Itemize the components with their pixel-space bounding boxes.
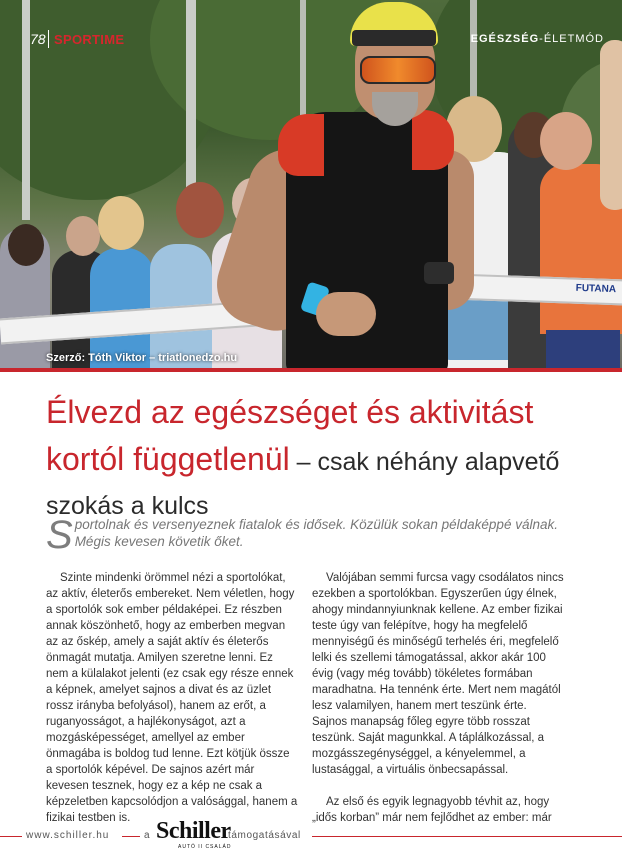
article-column-right	[312, 570, 564, 826]
section-lifestyle: ÉLETMÓD	[543, 33, 604, 45]
header-divider	[48, 30, 49, 48]
photo-credit: Szerző: Tóth Viktor – triatlonedzo.hu	[46, 352, 238, 364]
body-paragraph: Szinte mindenki örömmel nézi a sportolókat, az aktív, életerős embereket. Nem véletlen, hogy a sportolók sok ember példaképei. Ez részben annak köszönhető, hogy az emberben megvan az az őskép, amely a saját aktív és életerős önmagát mutatja. Amilyen szeretne lenni. Ez nem a külalakot jelenti (ez csak egy része ennek a képnek, amelyet sajnos a divat és az üzlet rossz irányba befolyásol), hanem az erőt, a ruganyosságot, a hajlékonyságot, azt a mozgásképességet, amellyel az ember önmagába is boldog tud lenne. Ezt kötjük össze a sportolók képével. De sajnos azért már kevesen tesznek, hogy ez a kép ne csak a képzeletben kapcsolódjon a valósággal, hanem a fizikai testben is.	[46, 572, 298, 824]
article-title	[46, 392, 606, 530]
footer-url[interactable]: www.schiller.hu	[26, 830, 110, 841]
sponsor-logo-tagline: AUTÓ II CSALÁD	[178, 844, 232, 850]
body-paragraph: Az első és egyik legnagyobb tévhit az, hogy „idős korban” már nem fejlődhet az ember: már	[312, 796, 552, 824]
footer-sponsor-text: támogatásával	[228, 830, 301, 841]
lead-text: portolnak és versenyeznek fiatalok és idősek. Közülük sokan példaképpé válnak. Mégis kevesen követik őket.	[74, 517, 558, 549]
accent-rule	[0, 368, 622, 372]
page-number: 78	[30, 31, 46, 47]
footer-article: a	[144, 830, 150, 841]
page-footer	[0, 818, 622, 858]
section-health: EGÉSZSÉG	[470, 33, 540, 45]
lead-initial: S	[46, 513, 73, 557]
section-label: EGÉSZSÉG-ÉLETMÓD	[470, 33, 604, 45]
body-paragraph: Valójában semmi furcsa vagy csodálatos nincs ezekben a sportolókban. Egyszerűen úgy élnek, ahogy mindannyiunknak kellene. Az ember fizikai teste úgy van felépítve, hogy ha megfelelő mennyiségű és minőségű terhelés éri, megfelelő lelki és szellemi támogatással, akkor akár 100 évig (vagy még tovább) tökéletes formában maradhatna. Ha tennénk érte. Mert nem magától lesz valamilyen, hanem mert teszünk érte. Sajnos manapság főleg egyre több rosszat teszünk. Saját magunkkal. A táplálkozással, a mozgásszegénységgel, a kényelemmel, a lustasággal, a virtuális önbecsapással.	[312, 572, 564, 776]
title-sub: – csak néhány alapvető szokás a kulcs	[46, 448, 560, 520]
sponsor-logo: Schiller	[156, 818, 231, 844]
article-lead	[46, 513, 576, 557]
magazine-name: SPORTIME	[54, 32, 125, 47]
tape-brand: FUTANA	[575, 282, 617, 296]
article-column-left	[46, 570, 298, 826]
hero-photo	[0, 0, 622, 372]
title-main: Élvezd az egészséget és aktivitást kortól függetlenül	[46, 394, 534, 477]
